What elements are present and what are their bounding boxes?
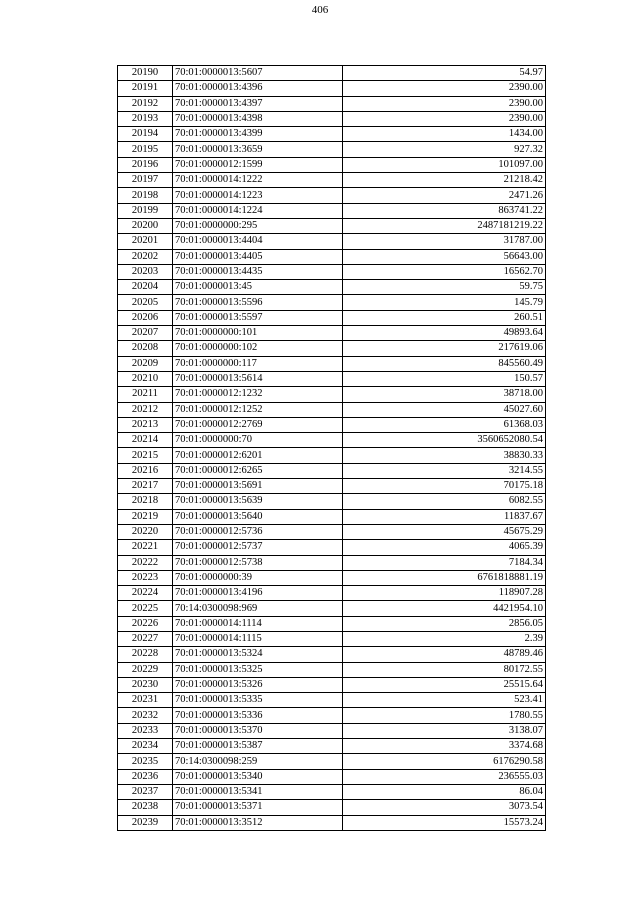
value-cell: 1434.00	[343, 127, 546, 142]
value-cell: 70175.18	[343, 479, 546, 494]
row-number-cell: 20229	[118, 662, 173, 677]
cadastral-number-cell: 70:01:0000013:5335	[173, 693, 343, 708]
cadastral-number-cell: 70:01:0000013:5640	[173, 509, 343, 524]
value-cell: 2471.26	[343, 188, 546, 203]
row-number-cell: 20208	[118, 341, 173, 356]
value-cell: 145.79	[343, 295, 546, 310]
value-cell: 7184.34	[343, 555, 546, 570]
value-cell: 118907.28	[343, 586, 546, 601]
table-row	[118, 815, 546, 830]
row-number-cell: 20196	[118, 157, 173, 172]
value-cell: 260.51	[343, 310, 546, 325]
table-row	[118, 631, 546, 646]
cadastral-number-cell: 70:01:0000013:5639	[173, 494, 343, 509]
table-row	[118, 463, 546, 478]
cadastral-number-cell: 70:01:0000013:4399	[173, 127, 343, 142]
row-number-cell: 20217	[118, 479, 173, 494]
row-number-cell: 20236	[118, 769, 173, 784]
table-row	[118, 371, 546, 386]
row-number-cell: 20225	[118, 601, 173, 616]
table-row	[118, 387, 546, 402]
value-cell: 59.75	[343, 280, 546, 295]
table-row	[118, 601, 546, 616]
cadastral-number-cell: 70:01:0000013:5324	[173, 647, 343, 662]
row-number-cell: 20204	[118, 280, 173, 295]
table-row	[118, 647, 546, 662]
value-cell: 15573.24	[343, 815, 546, 830]
value-cell: 236555.03	[343, 769, 546, 784]
value-cell: 150.57	[343, 371, 546, 386]
row-number-cell: 20191	[118, 81, 173, 96]
value-cell: 45675.29	[343, 524, 546, 539]
table-row	[118, 433, 546, 448]
row-number-cell: 20235	[118, 754, 173, 769]
row-number-cell: 20211	[118, 387, 173, 402]
cadastral-number-cell: 70:01:0000013:5607	[173, 66, 343, 81]
table-row	[118, 586, 546, 601]
table-row	[118, 142, 546, 157]
table-row	[118, 111, 546, 126]
table-row	[118, 524, 546, 539]
row-number-cell: 20230	[118, 677, 173, 692]
table-row	[118, 494, 546, 509]
row-number-cell: 20207	[118, 326, 173, 341]
cadastral-number-cell: 70:01:0000013:4196	[173, 586, 343, 601]
cadastral-number-cell: 70:01:0000013:3512	[173, 815, 343, 830]
row-number-cell: 20231	[118, 693, 173, 708]
row-number-cell: 20209	[118, 356, 173, 371]
row-number-cell: 20203	[118, 264, 173, 279]
cadastral-number-cell: 70:01:0000000:39	[173, 570, 343, 585]
table-row	[118, 310, 546, 325]
cadastral-number-cell: 70:01:0000012:1252	[173, 402, 343, 417]
table-row	[118, 479, 546, 494]
value-cell: 2.39	[343, 631, 546, 646]
cadastral-number-cell: 70:01:0000013:4435	[173, 264, 343, 279]
cadastral-number-cell: 70:01:0000013:5691	[173, 479, 343, 494]
table-row	[118, 555, 546, 570]
value-cell: 3073.54	[343, 800, 546, 815]
value-cell: 2390.00	[343, 81, 546, 96]
table-row	[118, 677, 546, 692]
table-row	[118, 570, 546, 585]
row-number-cell: 20233	[118, 723, 173, 738]
value-cell: 49893.64	[343, 326, 546, 341]
row-number-cell: 20220	[118, 524, 173, 539]
table-row	[118, 96, 546, 111]
cadastral-number-cell: 70:01:0000013:5614	[173, 371, 343, 386]
value-cell: 6176290.58	[343, 754, 546, 769]
value-cell: 101097.00	[343, 157, 546, 172]
table-row	[118, 448, 546, 463]
row-number-cell: 20237	[118, 784, 173, 799]
cadastral-number-cell: 70:01:0000013:5597	[173, 310, 343, 325]
table-row	[118, 264, 546, 279]
row-number-cell: 20221	[118, 540, 173, 555]
cadastral-number-cell: 70:01:0000013:4397	[173, 96, 343, 111]
table-row	[118, 540, 546, 555]
cadastral-number-cell: 70:01:0000014:1223	[173, 188, 343, 203]
cadastral-number-cell: 70:01:0000014:1115	[173, 631, 343, 646]
row-number-cell: 20202	[118, 249, 173, 264]
cadastral-number-cell: 70:01:0000012:5736	[173, 524, 343, 539]
cadastral-number-cell: 70:01:0000014:1224	[173, 203, 343, 218]
value-cell: 6082.55	[343, 494, 546, 509]
row-number-cell: 20215	[118, 448, 173, 463]
table-row	[118, 402, 546, 417]
cadastral-number-cell: 70:01:0000012:6265	[173, 463, 343, 478]
table-row	[118, 800, 546, 815]
table-row	[118, 66, 546, 81]
cadastral-number-cell: 70:14:0300098:259	[173, 754, 343, 769]
row-number-cell: 20206	[118, 310, 173, 325]
value-cell: 4421954.10	[343, 601, 546, 616]
cadastral-number-cell: 70:01:0000014:1114	[173, 616, 343, 631]
table-row	[118, 356, 546, 371]
row-number-cell: 20205	[118, 295, 173, 310]
value-cell: 54.97	[343, 66, 546, 81]
cadastral-number-cell: 70:01:0000013:5370	[173, 723, 343, 738]
table-row	[118, 723, 546, 738]
cadastral-number-cell: 70:14:0300098:969	[173, 601, 343, 616]
value-cell: 845560.49	[343, 356, 546, 371]
row-number-cell: 20214	[118, 433, 173, 448]
table-row	[118, 81, 546, 96]
row-number-cell: 20223	[118, 570, 173, 585]
value-cell: 86.04	[343, 784, 546, 799]
value-cell: 927.32	[343, 142, 546, 157]
cadastral-number-cell: 70:01:0000013:45	[173, 280, 343, 295]
value-cell: 16562.70	[343, 264, 546, 279]
cadastral-number-cell: 70:01:0000000:101	[173, 326, 343, 341]
value-cell: 6761818881.19	[343, 570, 546, 585]
row-number-cell: 20201	[118, 234, 173, 249]
value-cell: 31787.00	[343, 234, 546, 249]
cadastral-number-cell: 70:01:0000000:102	[173, 341, 343, 356]
cadastral-number-cell: 70:01:0000013:5387	[173, 739, 343, 754]
table-row	[118, 784, 546, 799]
value-cell: 3214.55	[343, 463, 546, 478]
row-number-cell: 20224	[118, 586, 173, 601]
cadastral-number-cell: 70:01:0000013:4404	[173, 234, 343, 249]
row-number-cell: 20193	[118, 111, 173, 126]
row-number-cell: 20238	[118, 800, 173, 815]
page-number: 406	[311, 4, 329, 16]
cadastral-number-cell: 70:01:0000012:2769	[173, 417, 343, 432]
table-row	[118, 754, 546, 769]
row-number-cell: 20210	[118, 371, 173, 386]
cadastral-number-cell: 70:01:0000013:5341	[173, 784, 343, 799]
cadastral-number-cell: 70:01:0000000:70	[173, 433, 343, 448]
cadastral-number-cell: 70:01:0000013:5596	[173, 295, 343, 310]
table-row	[118, 739, 546, 754]
value-cell: 1780.55	[343, 708, 546, 723]
value-cell: 80172.55	[343, 662, 546, 677]
value-cell: 2856.05	[343, 616, 546, 631]
table-row	[118, 341, 546, 356]
value-cell: 25515.64	[343, 677, 546, 692]
value-cell: 2390.00	[343, 111, 546, 126]
value-cell: 217619.06	[343, 341, 546, 356]
table-row	[118, 417, 546, 432]
table-row	[118, 693, 546, 708]
value-cell: 45027.60	[343, 402, 546, 417]
row-number-cell: 20222	[118, 555, 173, 570]
value-cell: 61368.03	[343, 417, 546, 432]
value-cell: 11837.67	[343, 509, 546, 524]
table-row	[118, 218, 546, 233]
row-number-cell: 20239	[118, 815, 173, 830]
table-row	[118, 280, 546, 295]
cadastral-number-cell: 70:01:0000012:5737	[173, 540, 343, 555]
table-row	[118, 326, 546, 341]
table-body	[118, 66, 546, 831]
cadastral-number-cell: 70:01:0000013:5325	[173, 662, 343, 677]
row-number-cell: 20198	[118, 188, 173, 203]
data-table	[117, 65, 546, 831]
cadastral-number-cell: 70:01:0000013:3659	[173, 142, 343, 157]
row-number-cell: 20226	[118, 616, 173, 631]
cadastral-number-cell: 70:01:0000013:5336	[173, 708, 343, 723]
row-number-cell: 20192	[118, 96, 173, 111]
value-cell: 21218.42	[343, 173, 546, 188]
row-number-cell: 20212	[118, 402, 173, 417]
table-row	[118, 662, 546, 677]
row-number-cell: 20227	[118, 631, 173, 646]
cadastral-number-cell: 70:01:0000013:5340	[173, 769, 343, 784]
row-number-cell: 20232	[118, 708, 173, 723]
table-row	[118, 173, 546, 188]
row-number-cell: 20194	[118, 127, 173, 142]
value-cell: 38718.00	[343, 387, 546, 402]
cadastral-number-cell: 70:01:0000013:4405	[173, 249, 343, 264]
row-number-cell: 20195	[118, 142, 173, 157]
cadastral-number-cell: 70:01:0000013:4398	[173, 111, 343, 126]
cadastral-number-cell: 70:01:0000000:117	[173, 356, 343, 371]
value-cell: 4065.39	[343, 540, 546, 555]
cadastral-number-cell: 70:01:0000013:4396	[173, 81, 343, 96]
table-row	[118, 157, 546, 172]
table-row	[118, 249, 546, 264]
value-cell: 2390.00	[343, 96, 546, 111]
table-row	[118, 295, 546, 310]
value-cell: 3138.07	[343, 723, 546, 738]
cadastral-number-cell: 70:01:0000012:6201	[173, 448, 343, 463]
cadastral-number-cell: 70:01:0000014:1222	[173, 173, 343, 188]
cadastral-number-cell: 70:01:0000013:5371	[173, 800, 343, 815]
row-number-cell: 20190	[118, 66, 173, 81]
cadastral-number-cell: 70:01:0000000:295	[173, 218, 343, 233]
row-number-cell: 20197	[118, 173, 173, 188]
cadastral-number-cell: 70:01:0000013:5326	[173, 677, 343, 692]
cadastral-number-cell: 70:01:0000012:1599	[173, 157, 343, 172]
table-row	[118, 708, 546, 723]
value-cell: 3560652080.54	[343, 433, 546, 448]
value-cell: 523.41	[343, 693, 546, 708]
cadastral-number-cell: 70:01:0000012:5738	[173, 555, 343, 570]
table-row	[118, 769, 546, 784]
row-number-cell: 20199	[118, 203, 173, 218]
value-cell: 863741.22	[343, 203, 546, 218]
row-number-cell: 20200	[118, 218, 173, 233]
row-number-cell: 20216	[118, 463, 173, 478]
table-row	[118, 234, 546, 249]
row-number-cell: 20213	[118, 417, 173, 432]
value-cell: 3374.68	[343, 739, 546, 754]
row-number-cell: 20219	[118, 509, 173, 524]
table-row	[118, 616, 546, 631]
table-row	[118, 203, 546, 218]
table-row	[118, 127, 546, 142]
cadastral-number-cell: 70:01:0000012:1232	[173, 387, 343, 402]
row-number-cell: 20234	[118, 739, 173, 754]
table-row	[118, 188, 546, 203]
value-cell: 2487181219.22	[343, 218, 546, 233]
value-cell: 38830.33	[343, 448, 546, 463]
row-number-cell: 20218	[118, 494, 173, 509]
value-cell: 48789.46	[343, 647, 546, 662]
table-row	[118, 509, 546, 524]
row-number-cell: 20228	[118, 647, 173, 662]
value-cell: 56643.00	[343, 249, 546, 264]
